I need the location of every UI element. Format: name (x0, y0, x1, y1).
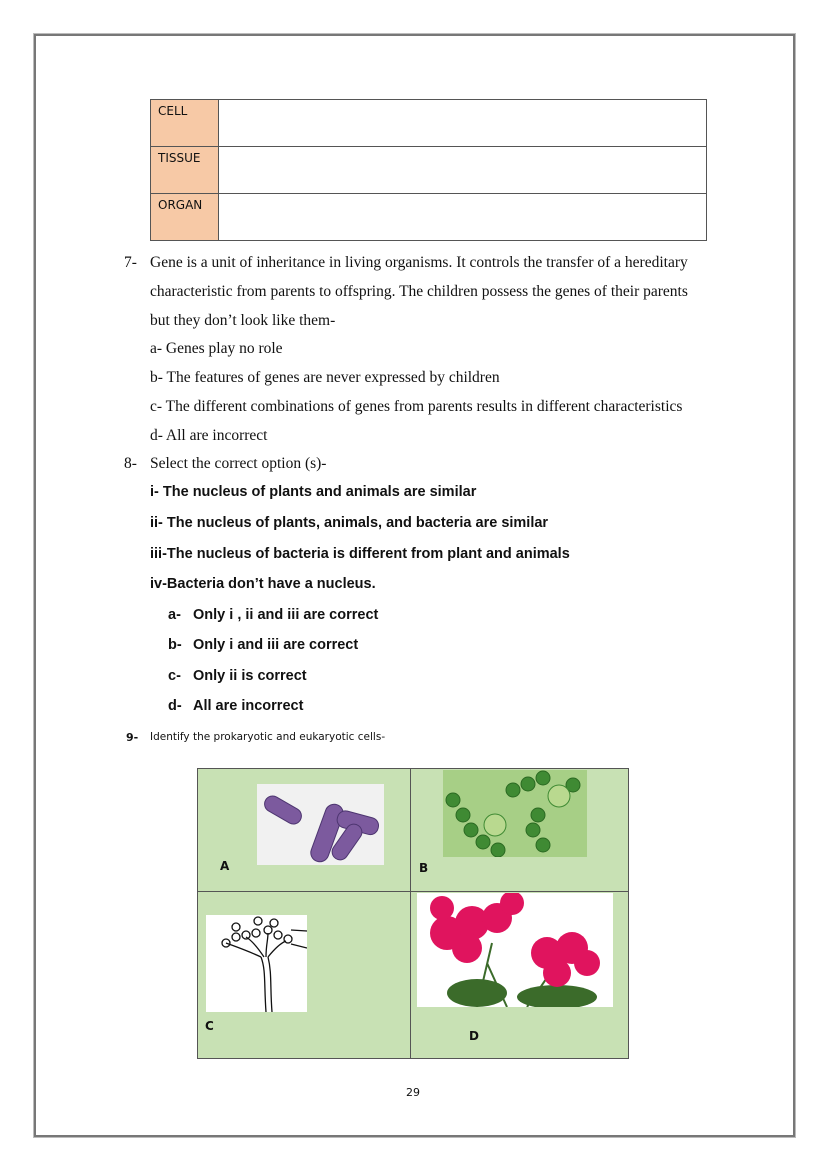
question-text: Identify the prokaryotic and eukaryotic cells- (150, 731, 386, 743)
option-letter: b- (168, 637, 182, 653)
option: b- The features of genes are never expressed by children (150, 369, 500, 386)
option: Only ii is correct (193, 668, 307, 684)
question-text: Select the correct option (s)- (150, 455, 327, 472)
cell-images-grid (197, 768, 629, 1059)
image-label-d: D (469, 1029, 479, 1043)
divider (198, 891, 628, 892)
statement: i- The nucleus of plants and animals are similar (150, 484, 477, 500)
option: d- All are incorrect (150, 427, 268, 444)
option: All are incorrect (193, 698, 304, 714)
option: c- The different combinations of genes from parents results in different characteristics (150, 398, 683, 415)
flower-image (417, 893, 613, 1007)
question-text: characteristic from parents to offspring. The children possess the genes of their parents (150, 283, 688, 300)
page-number: 29 (406, 1086, 420, 1099)
question-number: 7- (124, 254, 137, 271)
option-letter: c- (168, 668, 181, 684)
organization-levels-table (150, 99, 707, 241)
fungus-sketch-image (206, 915, 307, 1012)
table-row (151, 147, 707, 194)
option: Only i and iii are correct (193, 637, 359, 653)
answer-cell[interactable] (219, 194, 707, 241)
table-row (151, 194, 707, 241)
row-label: ORGAN (151, 194, 219, 241)
answer-cell[interactable] (219, 100, 707, 147)
question-number: 8- (124, 455, 137, 472)
row-label: CELL (151, 100, 219, 147)
statement: iv-Bacteria don’t have a nucleus. (150, 576, 376, 592)
option-letter: d- (168, 698, 182, 714)
divider (410, 769, 411, 1058)
question-text: but they don’t look like them- (150, 312, 336, 329)
question-text: Gene is a unit of inheritance in living organisms. It controls the transfer of a hereditary (150, 254, 688, 271)
table-row (151, 100, 707, 147)
statement: ii- The nucleus of plants, animals, and bacteria are similar (150, 515, 549, 531)
image-label-b: B (419, 861, 429, 875)
statement: iii-The nucleus of bacteria is different from plant and animals (150, 546, 570, 562)
option: Only i , ii and iii are correct (193, 607, 379, 623)
cyanobacteria-image (443, 770, 587, 857)
row-label: TISSUE (151, 147, 219, 194)
image-label-a: A (220, 859, 230, 873)
bacteria-image (257, 784, 384, 865)
image-label-c: C (205, 1019, 214, 1033)
question-number: 9- (126, 731, 139, 744)
option-letter: a- (168, 607, 181, 623)
answer-cell[interactable] (219, 147, 707, 194)
option: a- Genes play no role (150, 340, 283, 357)
